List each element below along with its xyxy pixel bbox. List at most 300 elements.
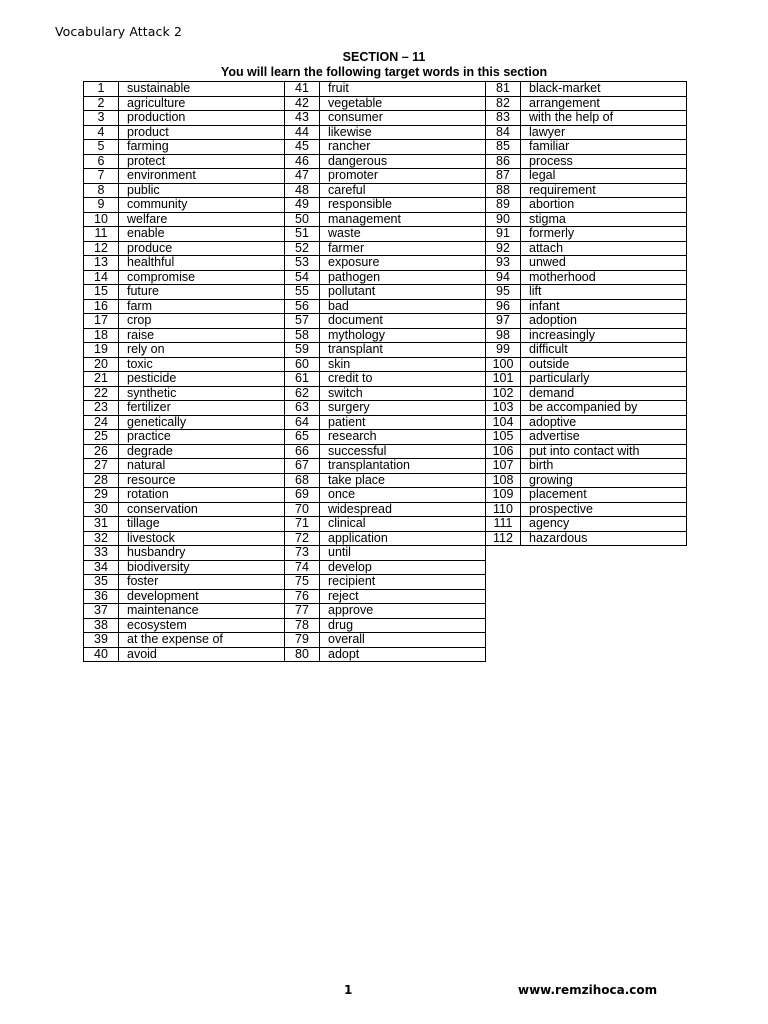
table-row: [486, 473, 687, 488]
table-row: [84, 604, 285, 619]
target-word: farming: [119, 140, 285, 155]
word-number: 10: [84, 212, 119, 227]
table-row: [84, 343, 285, 358]
table-row: [285, 444, 486, 459]
target-word: toxic: [119, 357, 285, 372]
word-number: 53: [285, 256, 320, 271]
table-row: [84, 415, 285, 430]
target-word: attach: [521, 241, 687, 256]
table-row: [486, 328, 687, 343]
table-row: [486, 299, 687, 314]
table-row: [486, 256, 687, 271]
table-row: [486, 82, 687, 97]
word-number: 52: [285, 241, 320, 256]
target-word: until: [320, 546, 486, 561]
table-row: [84, 386, 285, 401]
target-word: resource: [119, 473, 285, 488]
word-number: 6: [84, 154, 119, 169]
word-number: 84: [486, 125, 521, 140]
table-row: [486, 96, 687, 111]
word-number: 59: [285, 343, 320, 358]
target-word: husbandry: [119, 546, 285, 561]
target-word: promoter: [320, 169, 486, 184]
target-word: difficult: [521, 343, 687, 358]
word-number: 19: [84, 343, 119, 358]
target-word: production: [119, 111, 285, 126]
target-word: practice: [119, 430, 285, 445]
table-row: [285, 430, 486, 445]
table-row: [84, 256, 285, 271]
target-word: fruit: [320, 82, 486, 97]
target-word: synthetic: [119, 386, 285, 401]
word-number: 64: [285, 415, 320, 430]
word-number: 3: [84, 111, 119, 126]
table-row: [285, 154, 486, 169]
target-word: prospective: [521, 502, 687, 517]
word-number: 16: [84, 299, 119, 314]
table-row: [84, 154, 285, 169]
word-number: 95: [486, 285, 521, 300]
target-word: reject: [320, 589, 486, 604]
word-number: 42: [285, 96, 320, 111]
word-number: 38: [84, 618, 119, 633]
table-row: [285, 111, 486, 126]
table-row: [486, 386, 687, 401]
word-number: 99: [486, 343, 521, 358]
word-number: 50: [285, 212, 320, 227]
word-number: 78: [285, 618, 320, 633]
word-number: 94: [486, 270, 521, 285]
target-word: biodiversity: [119, 560, 285, 575]
table-row: [84, 96, 285, 111]
word-number: 86: [486, 154, 521, 169]
table-row: [84, 198, 285, 213]
word-number: 23: [84, 401, 119, 416]
target-word: conservation: [119, 502, 285, 517]
word-number: 68: [285, 473, 320, 488]
target-word: foster: [119, 575, 285, 590]
word-table-column-2: [284, 81, 486, 662]
target-word: requirement: [521, 183, 687, 198]
word-number: 30: [84, 502, 119, 517]
target-word: transplant: [320, 343, 486, 358]
table-row: [486, 111, 687, 126]
table-row: [84, 227, 285, 242]
word-number: 14: [84, 270, 119, 285]
target-word: lawyer: [521, 125, 687, 140]
word-number: 104: [486, 415, 521, 430]
table-row: [486, 531, 687, 546]
word-number: 12: [84, 241, 119, 256]
target-word: familiar: [521, 140, 687, 155]
word-number: 76: [285, 589, 320, 604]
target-word: management: [320, 212, 486, 227]
target-word: birth: [521, 459, 687, 474]
word-number: 8: [84, 183, 119, 198]
table-row: [285, 604, 486, 619]
table-row: [84, 111, 285, 126]
word-number: 70: [285, 502, 320, 517]
target-word: develop: [320, 560, 486, 575]
target-word: farmer: [320, 241, 486, 256]
word-number: 72: [285, 531, 320, 546]
page-number: 1: [344, 983, 353, 997]
word-number: 73: [285, 546, 320, 561]
table-row: [285, 386, 486, 401]
word-number: 1: [84, 82, 119, 97]
table-row: [285, 459, 486, 474]
target-word: switch: [320, 386, 486, 401]
word-number: 85: [486, 140, 521, 155]
target-word: bad: [320, 299, 486, 314]
table-row: [486, 241, 687, 256]
word-number: 61: [285, 372, 320, 387]
table-row: [84, 430, 285, 445]
table-row: [285, 270, 486, 285]
target-word: drug: [320, 618, 486, 633]
target-word: agency: [521, 517, 687, 532]
section-subtitle: You will learn the following target words in this section: [220, 65, 548, 79]
word-table-column-3: [485, 81, 687, 546]
word-number: 33: [84, 546, 119, 561]
table-row: [285, 82, 486, 97]
target-word: avoid: [119, 647, 285, 662]
table-row: [84, 299, 285, 314]
word-number: 27: [84, 459, 119, 474]
word-number: 91: [486, 227, 521, 242]
target-word: black-market: [521, 82, 687, 97]
table-row: [285, 531, 486, 546]
word-number: 88: [486, 183, 521, 198]
table-row: [84, 169, 285, 184]
table-row: [84, 241, 285, 256]
table-row: [486, 285, 687, 300]
target-word: responsible: [320, 198, 486, 213]
word-number: 62: [285, 386, 320, 401]
table-row: [486, 270, 687, 285]
word-number: 55: [285, 285, 320, 300]
word-number: 48: [285, 183, 320, 198]
table-row: [285, 633, 486, 648]
word-number: 40: [84, 647, 119, 662]
word-number: 89: [486, 198, 521, 213]
table-row: [285, 357, 486, 372]
table-row: [285, 227, 486, 242]
target-word: patient: [320, 415, 486, 430]
table-row: [285, 285, 486, 300]
word-number: 82: [486, 96, 521, 111]
word-number: 101: [486, 372, 521, 387]
target-word: overall: [320, 633, 486, 648]
table-row: [285, 125, 486, 140]
word-number: 17: [84, 314, 119, 329]
table-row: [84, 372, 285, 387]
target-word: livestock: [119, 531, 285, 546]
target-word: adoptive: [521, 415, 687, 430]
table-row: [84, 633, 285, 648]
table-row: [486, 444, 687, 459]
target-word: environment: [119, 169, 285, 184]
table-row: [84, 140, 285, 155]
word-number: 97: [486, 314, 521, 329]
word-number: 11: [84, 227, 119, 242]
table-row: [84, 401, 285, 416]
target-word: placement: [521, 488, 687, 503]
table-row: [84, 575, 285, 590]
target-word: careful: [320, 183, 486, 198]
target-word: abortion: [521, 198, 687, 213]
target-word: raise: [119, 328, 285, 343]
table-row: [486, 154, 687, 169]
word-number: 35: [84, 575, 119, 590]
word-number: 47: [285, 169, 320, 184]
table-row: [84, 314, 285, 329]
section-title: SECTION – 11: [342, 50, 426, 64]
table-row: [285, 212, 486, 227]
table-row: [486, 314, 687, 329]
table-row: [84, 618, 285, 633]
word-number: 79: [285, 633, 320, 648]
table-row: [84, 285, 285, 300]
table-row: [486, 357, 687, 372]
table-row: [84, 459, 285, 474]
table-row: [285, 256, 486, 271]
table-row: [285, 502, 486, 517]
table-row: [84, 357, 285, 372]
word-number: 111: [486, 517, 521, 532]
word-number: 81: [486, 82, 521, 97]
table-row: [285, 299, 486, 314]
word-number: 46: [285, 154, 320, 169]
target-word: natural: [119, 459, 285, 474]
table-row: [84, 517, 285, 532]
target-word: skin: [320, 357, 486, 372]
target-word: process: [521, 154, 687, 169]
table-row: [285, 618, 486, 633]
target-word: maintenance: [119, 604, 285, 619]
target-word: rancher: [320, 140, 486, 155]
table-row: [285, 589, 486, 604]
word-number: 83: [486, 111, 521, 126]
target-word: recipient: [320, 575, 486, 590]
target-word: arrangement: [521, 96, 687, 111]
target-word: motherhood: [521, 270, 687, 285]
target-word: mythology: [320, 328, 486, 343]
table-row: [285, 560, 486, 575]
target-word: growing: [521, 473, 687, 488]
table-row: [285, 140, 486, 155]
word-number: 25: [84, 430, 119, 445]
table-row: [285, 372, 486, 387]
target-word: product: [119, 125, 285, 140]
target-word: welfare: [119, 212, 285, 227]
target-word: credit to: [320, 372, 486, 387]
target-word: adoption: [521, 314, 687, 329]
target-word: farm: [119, 299, 285, 314]
word-number: 102: [486, 386, 521, 401]
word-number: 34: [84, 560, 119, 575]
target-word: pollutant: [320, 285, 486, 300]
table-row: [285, 343, 486, 358]
table-row: [486, 125, 687, 140]
word-number: 106: [486, 444, 521, 459]
table-row: [285, 575, 486, 590]
word-number: 96: [486, 299, 521, 314]
target-word: outside: [521, 357, 687, 372]
table-row: [285, 517, 486, 532]
target-word: legal: [521, 169, 687, 184]
target-word: agriculture: [119, 96, 285, 111]
word-number: 51: [285, 227, 320, 242]
target-word: development: [119, 589, 285, 604]
target-word: approve: [320, 604, 486, 619]
word-number: 109: [486, 488, 521, 503]
table-row: [84, 473, 285, 488]
target-word: rely on: [119, 343, 285, 358]
target-word: rotation: [119, 488, 285, 503]
word-number: 5: [84, 140, 119, 155]
word-number: 75: [285, 575, 320, 590]
word-number: 108: [486, 473, 521, 488]
word-number: 90: [486, 212, 521, 227]
target-word: clinical: [320, 517, 486, 532]
table-row: [84, 546, 285, 561]
table-row: [84, 328, 285, 343]
word-number: 71: [285, 517, 320, 532]
target-word: genetically: [119, 415, 285, 430]
target-word: research: [320, 430, 486, 445]
word-number: 31: [84, 517, 119, 532]
target-word: healthful: [119, 256, 285, 271]
target-word: crop: [119, 314, 285, 329]
table-row: [486, 502, 687, 517]
word-number: 100: [486, 357, 521, 372]
word-number: 20: [84, 357, 119, 372]
word-number: 80: [285, 647, 320, 662]
table-row: [486, 140, 687, 155]
table-row: [486, 183, 687, 198]
word-number: 98: [486, 328, 521, 343]
word-number: 24: [84, 415, 119, 430]
word-number: 44: [285, 125, 320, 140]
target-word: particularly: [521, 372, 687, 387]
word-number: 29: [84, 488, 119, 503]
word-number: 66: [285, 444, 320, 459]
word-number: 15: [84, 285, 119, 300]
target-word: surgery: [320, 401, 486, 416]
target-word: at the expense of: [119, 633, 285, 648]
target-word: protect: [119, 154, 285, 169]
table-row: [285, 96, 486, 111]
target-word: enable: [119, 227, 285, 242]
table-row: [285, 647, 486, 662]
target-word: lift: [521, 285, 687, 300]
word-number: 105: [486, 430, 521, 445]
table-row: [84, 212, 285, 227]
word-number: 93: [486, 256, 521, 271]
word-number: 87: [486, 169, 521, 184]
table-row: [486, 401, 687, 416]
table-row: [84, 444, 285, 459]
target-word: formerly: [521, 227, 687, 242]
table-row: [486, 459, 687, 474]
target-word: put into contact with: [521, 444, 687, 459]
table-row: [285, 488, 486, 503]
target-word: waste: [320, 227, 486, 242]
table-row: [285, 328, 486, 343]
word-number: 26: [84, 444, 119, 459]
target-word: likewise: [320, 125, 486, 140]
word-number: 28: [84, 473, 119, 488]
word-number: 32: [84, 531, 119, 546]
word-number: 92: [486, 241, 521, 256]
table-row: [486, 198, 687, 213]
table-row: [285, 314, 486, 329]
target-word: adopt: [320, 647, 486, 662]
target-word: degrade: [119, 444, 285, 459]
target-word: stigma: [521, 212, 687, 227]
target-word: application: [320, 531, 486, 546]
table-row: [285, 546, 486, 561]
word-number: 49: [285, 198, 320, 213]
word-number: 63: [285, 401, 320, 416]
target-word: widespread: [320, 502, 486, 517]
target-word: transplantation: [320, 459, 486, 474]
word-number: 58: [285, 328, 320, 343]
table-row: [84, 183, 285, 198]
word-number: 43: [285, 111, 320, 126]
word-number: 45: [285, 140, 320, 155]
table-row: [486, 169, 687, 184]
table-row: [285, 241, 486, 256]
table-row: [84, 531, 285, 546]
table-row: [84, 560, 285, 575]
word-number: 37: [84, 604, 119, 619]
word-number: 57: [285, 314, 320, 329]
website-url: www.remzihoca.com: [518, 983, 658, 997]
table-row: [84, 589, 285, 604]
word-number: 77: [285, 604, 320, 619]
target-word: unwed: [521, 256, 687, 271]
word-number: 4: [84, 125, 119, 140]
target-word: hazardous: [521, 531, 687, 546]
word-number: 36: [84, 589, 119, 604]
target-word: document: [320, 314, 486, 329]
target-word: demand: [521, 386, 687, 401]
table-row: [84, 647, 285, 662]
target-word: pesticide: [119, 372, 285, 387]
word-number: 107: [486, 459, 521, 474]
word-number: 69: [285, 488, 320, 503]
word-number: 7: [84, 169, 119, 184]
target-word: fertilizer: [119, 401, 285, 416]
target-word: ecosystem: [119, 618, 285, 633]
word-number: 2: [84, 96, 119, 111]
table-row: [486, 488, 687, 503]
target-word: consumer: [320, 111, 486, 126]
word-number: 67: [285, 459, 320, 474]
table-row: [84, 82, 285, 97]
target-word: produce: [119, 241, 285, 256]
target-word: with the help of: [521, 111, 687, 126]
word-number: 65: [285, 430, 320, 445]
target-word: successful: [320, 444, 486, 459]
target-word: future: [119, 285, 285, 300]
table-row: [84, 488, 285, 503]
target-word: public: [119, 183, 285, 198]
word-number: 39: [84, 633, 119, 648]
table-row: [285, 415, 486, 430]
